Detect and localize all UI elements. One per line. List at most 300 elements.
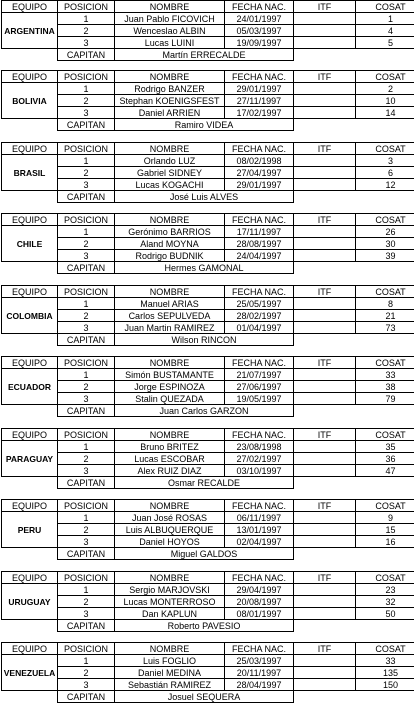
player-position: 2 [58, 524, 115, 536]
captain-name: Juan Carlos GARZON [115, 405, 294, 417]
header-cosat: COSAT [356, 286, 414, 298]
header-row [2, 357, 414, 369]
player-position: 3 [58, 322, 115, 334]
player-row [2, 226, 414, 238]
header-itf: ITF [294, 357, 356, 369]
header-team: EQUIPO [2, 500, 58, 512]
header-name: NOMBRE [115, 500, 225, 512]
player-name: Juan Pablo FICOVICH [115, 13, 225, 25]
player-name: Luis FOGLIO [115, 655, 225, 667]
captain-row [2, 691, 414, 703]
player-name: Juan Martin RAMIREZ [115, 322, 225, 334]
header-team: EQUIPO [2, 143, 58, 155]
header-date: FECHA NAC. [225, 1, 294, 13]
header-position: POSICION [58, 1, 115, 13]
header-cosat: COSAT [356, 643, 414, 655]
header-cosat: COSAT [356, 71, 414, 83]
captain-row [2, 49, 414, 61]
captain-row [2, 405, 414, 417]
player-cosat: 8 [356, 298, 414, 310]
header-position: POSICION [58, 71, 115, 83]
player-position: 1 [58, 83, 115, 95]
player-itf [294, 453, 356, 465]
player-row [2, 238, 414, 250]
player-birthdate: 27/11/1997 [225, 95, 294, 107]
player-position: 2 [58, 381, 115, 393]
header-name: NOMBRE [115, 643, 225, 655]
player-birthdate: 29/04/1997 [225, 584, 294, 596]
player-itf [294, 322, 356, 334]
player-name: Alex RUIZ DIAZ [115, 465, 225, 477]
player-birthdate: 24/04/1997 [225, 250, 294, 262]
header-itf: ITF [294, 1, 356, 13]
player-row [2, 250, 414, 262]
player-position: 2 [58, 238, 115, 250]
captain-spacer [2, 119, 58, 131]
header-position: POSICION [58, 643, 115, 655]
header-cosat: COSAT [356, 143, 414, 155]
player-name: Rodrigo BANZER [115, 83, 225, 95]
header-itf: ITF [294, 643, 356, 655]
header-row [2, 429, 414, 441]
header-team: EQUIPO [2, 286, 58, 298]
player-position: 1 [58, 655, 115, 667]
player-itf [294, 512, 356, 524]
captain-name: Ramiro VIDEA [115, 119, 294, 131]
player-row [2, 596, 414, 608]
captain-spacer [2, 262, 58, 274]
header-itf: ITF [294, 214, 356, 226]
header-team: EQUIPO [2, 357, 58, 369]
team-name: PERU [2, 512, 58, 548]
header-date: FECHA NAC. [225, 71, 294, 83]
player-birthdate: 25/05/1997 [225, 298, 294, 310]
player-row [2, 107, 414, 119]
captain-label: CAPITAN [58, 49, 115, 61]
header-team: EQUIPO [2, 572, 58, 584]
player-position: 1 [58, 155, 115, 167]
player-row [2, 95, 414, 107]
player-name: Carlos SEPULVEDA [115, 310, 225, 322]
player-row [2, 369, 414, 381]
header-name: NOMBRE [115, 357, 225, 369]
header-position: POSICION [58, 572, 115, 584]
player-name: Wenceslao ALBIN [115, 25, 225, 37]
team-table [1, 70, 414, 131]
header-date: FECHA NAC. [225, 643, 294, 655]
player-name: Lucas MONTERROSO [115, 596, 225, 608]
player-row [2, 536, 414, 548]
team-table [1, 571, 414, 632]
team-name: VENEZUELA [2, 655, 58, 691]
player-birthdate: 25/03/1997 [225, 655, 294, 667]
player-position: 2 [58, 25, 115, 37]
player-birthdate: 19/09/1997 [225, 37, 294, 49]
player-itf [294, 167, 356, 179]
player-row [2, 25, 414, 37]
player-position: 3 [58, 393, 115, 405]
team-table [1, 0, 414, 61]
player-cosat: 50 [356, 608, 414, 620]
player-cosat: 23 [356, 584, 414, 596]
header-date: FECHA NAC. [225, 143, 294, 155]
player-itf [294, 155, 356, 167]
player-cosat: 150 [356, 679, 414, 691]
player-row [2, 453, 414, 465]
player-birthdate: 17/02/1997 [225, 107, 294, 119]
player-itf [294, 95, 356, 107]
player-position: 2 [58, 95, 115, 107]
player-birthdate: 27/02/1997 [225, 453, 294, 465]
player-cosat: 1 [356, 13, 414, 25]
captain-name: Wilson RINCON [115, 334, 294, 346]
player-row [2, 655, 414, 667]
captain-label: CAPITAN [58, 477, 115, 489]
player-itf [294, 37, 356, 49]
player-row [2, 667, 414, 679]
header-row [2, 286, 414, 298]
player-cosat: 4 [356, 25, 414, 37]
player-name: Lucas KOGACHI [115, 179, 225, 191]
player-position: 1 [58, 584, 115, 596]
header-itf: ITF [294, 500, 356, 512]
player-birthdate: 28/02/1997 [225, 310, 294, 322]
player-position: 3 [58, 608, 115, 620]
header-row [2, 71, 414, 83]
player-cosat: 33 [356, 655, 414, 667]
header-row [2, 214, 414, 226]
captain-spacer [2, 620, 58, 632]
player-birthdate: 08/01/1997 [225, 608, 294, 620]
player-birthdate: 06/11/1997 [225, 512, 294, 524]
header-name: NOMBRE [115, 572, 225, 584]
player-name: Sebastián RAMIREZ [115, 679, 225, 691]
player-row [2, 524, 414, 536]
player-itf [294, 250, 356, 262]
header-cosat: COSAT [356, 572, 414, 584]
player-itf [294, 596, 356, 608]
captain-name: Hermes GAMONAL [115, 262, 294, 274]
header-position: POSICION [58, 357, 115, 369]
player-cosat: 21 [356, 310, 414, 322]
captain-blank [294, 691, 414, 703]
player-itf [294, 369, 356, 381]
header-itf: ITF [294, 143, 356, 155]
player-position: 2 [58, 453, 115, 465]
player-itf [294, 524, 356, 536]
player-name: Rodrigo BUDNIK [115, 250, 225, 262]
team-name: CHILE [2, 226, 58, 262]
header-name: NOMBRE [115, 71, 225, 83]
header-position: POSICION [58, 214, 115, 226]
captain-spacer [2, 405, 58, 417]
player-itf [294, 25, 356, 37]
player-cosat: 14 [356, 107, 414, 119]
header-name: NOMBRE [115, 286, 225, 298]
player-itf [294, 679, 356, 691]
player-cosat: 36 [356, 453, 414, 465]
player-name: Manuel ARIAS [115, 298, 225, 310]
team-name: ARGENTINA [2, 13, 58, 49]
player-cosat: 2 [356, 83, 414, 95]
header-team: EQUIPO [2, 71, 58, 83]
header-cosat: COSAT [356, 429, 414, 441]
team-table [1, 213, 414, 274]
header-date: FECHA NAC. [225, 357, 294, 369]
player-name: Daniel MEDINA [115, 667, 225, 679]
player-row [2, 310, 414, 322]
header-row [2, 143, 414, 155]
player-position: 3 [58, 107, 115, 119]
captain-blank [294, 548, 414, 560]
team-name: COLOMBIA [2, 298, 58, 334]
player-row [2, 441, 414, 453]
player-name: Simón BUSTAMANTE [115, 369, 225, 381]
header-team: EQUIPO [2, 214, 58, 226]
team-name: URUGUAY [2, 584, 58, 620]
player-itf [294, 667, 356, 679]
captain-label: CAPITAN [58, 334, 115, 346]
player-position: 1 [58, 441, 115, 453]
header-team: EQUIPO [2, 429, 58, 441]
player-cosat: 35 [356, 441, 414, 453]
player-itf [294, 584, 356, 596]
header-team: EQUIPO [2, 643, 58, 655]
captain-row [2, 620, 414, 632]
player-row [2, 584, 414, 596]
player-birthdate: 29/01/1997 [225, 83, 294, 95]
header-cosat: COSAT [356, 214, 414, 226]
captain-name: Miguel GALDOS [115, 548, 294, 560]
player-position: 2 [58, 310, 115, 322]
player-cosat: 6 [356, 167, 414, 179]
player-itf [294, 536, 356, 548]
team-table [1, 142, 414, 203]
player-birthdate: 27/04/1997 [225, 167, 294, 179]
player-cosat: 33 [356, 369, 414, 381]
player-name: Daniel ARRIEN [115, 107, 225, 119]
player-row [2, 167, 414, 179]
player-position: 1 [58, 298, 115, 310]
header-position: POSICION [58, 500, 115, 512]
player-birthdate: 17/11/1997 [225, 226, 294, 238]
player-position: 1 [58, 512, 115, 524]
player-cosat: 73 [356, 322, 414, 334]
captain-label: CAPITAN [58, 119, 115, 131]
player-cosat: 3 [356, 155, 414, 167]
header-row [2, 643, 414, 655]
player-row [2, 179, 414, 191]
player-position: 3 [58, 465, 115, 477]
captain-blank [294, 334, 414, 346]
player-name: Dan KAPLUN [115, 608, 225, 620]
player-itf [294, 393, 356, 405]
captain-name: Josuel SEQUERA [115, 691, 294, 703]
player-name: Gerónimo BARRIOS [115, 226, 225, 238]
team-table [1, 356, 414, 417]
player-birthdate: 20/11/1997 [225, 667, 294, 679]
header-cosat: COSAT [356, 1, 414, 13]
team-table [1, 499, 414, 560]
player-birthdate: 08/02/1998 [225, 155, 294, 167]
player-cosat: 39 [356, 250, 414, 262]
player-cosat: 30 [356, 238, 414, 250]
player-birthdate: 21/07/1997 [225, 369, 294, 381]
player-cosat: 16 [356, 536, 414, 548]
player-position: 1 [58, 369, 115, 381]
captain-blank [294, 262, 414, 274]
player-cosat: 26 [356, 226, 414, 238]
player-cosat: 9 [356, 512, 414, 524]
captain-blank [294, 405, 414, 417]
header-date: FECHA NAC. [225, 572, 294, 584]
header-date: FECHA NAC. [225, 429, 294, 441]
player-cosat: 32 [356, 596, 414, 608]
captain-spacer [2, 191, 58, 203]
player-position: 1 [58, 13, 115, 25]
player-row [2, 381, 414, 393]
player-name: Orlando LUZ [115, 155, 225, 167]
player-itf [294, 226, 356, 238]
player-name: Juan José ROSAS [115, 512, 225, 524]
captain-spacer [2, 49, 58, 61]
player-position: 1 [58, 226, 115, 238]
captain-blank [294, 191, 414, 203]
player-cosat: 79 [356, 393, 414, 405]
player-name: Stalin QUEZADA [115, 393, 225, 405]
player-birthdate: 24/01/1997 [225, 13, 294, 25]
player-cosat: 10 [356, 95, 414, 107]
player-itf [294, 441, 356, 453]
header-date: FECHA NAC. [225, 500, 294, 512]
captain-label: CAPITAN [58, 691, 115, 703]
captain-blank [294, 620, 414, 632]
player-position: 3 [58, 179, 115, 191]
header-itf: ITF [294, 572, 356, 584]
captain-label: CAPITAN [58, 405, 115, 417]
header-itf: ITF [294, 71, 356, 83]
player-itf [294, 608, 356, 620]
player-birthdate: 02/04/1997 [225, 536, 294, 548]
captain-row [2, 262, 414, 274]
player-birthdate: 28/04/1997 [225, 679, 294, 691]
header-cosat: COSAT [356, 357, 414, 369]
captain-name: Martín ERRECALDE [115, 49, 294, 61]
captain-name: Osmar RECALDE [115, 477, 294, 489]
player-name: Jorge ESPINOZA [115, 381, 225, 393]
header-name: NOMBRE [115, 429, 225, 441]
captain-blank [294, 477, 414, 489]
player-itf [294, 310, 356, 322]
player-itf [294, 179, 356, 191]
player-itf [294, 655, 356, 667]
player-row [2, 298, 414, 310]
header-name: NOMBRE [115, 1, 225, 13]
header-position: POSICION [58, 143, 115, 155]
player-row [2, 37, 414, 49]
captain-label: CAPITAN [58, 191, 115, 203]
captain-row [2, 548, 414, 560]
player-name: Stephan KOENIGSFEST [115, 95, 225, 107]
captain-row [2, 477, 414, 489]
team-name: BRASIL [2, 155, 58, 191]
team-table [1, 285, 414, 346]
player-position: 3 [58, 536, 115, 548]
captain-name: José Luis ALVES [115, 191, 294, 203]
player-itf [294, 107, 356, 119]
captain-label: CAPITAN [58, 620, 115, 632]
player-name: Gabriel SIDNEY [115, 167, 225, 179]
player-position: 3 [58, 37, 115, 49]
player-name: Luis ALBUQUERQUE [115, 524, 225, 536]
player-row [2, 322, 414, 334]
player-row [2, 608, 414, 620]
player-position: 3 [58, 250, 115, 262]
player-cosat: 12 [356, 179, 414, 191]
player-birthdate: 01/04/1997 [225, 322, 294, 334]
header-date: FECHA NAC. [225, 286, 294, 298]
captain-spacer [2, 548, 58, 560]
header-name: NOMBRE [115, 214, 225, 226]
player-itf [294, 238, 356, 250]
team-name: ECUADOR [2, 369, 58, 405]
player-name: Lucas LUINI [115, 37, 225, 49]
header-itf: ITF [294, 429, 356, 441]
player-name: Aland MOYNA [115, 238, 225, 250]
player-position: 2 [58, 167, 115, 179]
team-table [1, 428, 414, 489]
player-name: Lucas ESCOBAR [115, 453, 225, 465]
player-birthdate: 13/01/1997 [225, 524, 294, 536]
player-birthdate: 29/01/1997 [225, 179, 294, 191]
player-cosat: 135 [356, 667, 414, 679]
header-row [2, 1, 414, 13]
player-row [2, 393, 414, 405]
player-itf [294, 381, 356, 393]
player-birthdate: 20/08/1997 [225, 596, 294, 608]
header-row [2, 500, 414, 512]
player-row [2, 83, 414, 95]
player-position: 2 [58, 667, 115, 679]
player-itf [294, 465, 356, 477]
player-birthdate: 03/10/1997 [225, 465, 294, 477]
player-position: 3 [58, 679, 115, 691]
captain-name: Roberto PAVESIO [115, 620, 294, 632]
player-name: Bruno BRITEZ [115, 441, 225, 453]
player-name: Daniel HOYOS [115, 536, 225, 548]
team-name: PARAGUAY [2, 441, 58, 477]
captain-label: CAPITAN [58, 262, 115, 274]
team-name: BOLIVIA [2, 83, 58, 119]
player-birthdate: 23/08/1998 [225, 441, 294, 453]
team-table [1, 642, 414, 703]
player-row [2, 13, 414, 25]
header-team: EQUIPO [2, 1, 58, 13]
player-birthdate: 27/06/1997 [225, 381, 294, 393]
player-row [2, 679, 414, 691]
player-itf [294, 83, 356, 95]
player-itf [294, 13, 356, 25]
captain-spacer [2, 691, 58, 703]
captain-spacer [2, 477, 58, 489]
captain-blank [294, 119, 414, 131]
player-birthdate: 28/08/1997 [225, 238, 294, 250]
player-cosat: 47 [356, 465, 414, 477]
player-cosat: 15 [356, 524, 414, 536]
player-row [2, 155, 414, 167]
player-birthdate: 05/03/1997 [225, 25, 294, 37]
player-row [2, 512, 414, 524]
